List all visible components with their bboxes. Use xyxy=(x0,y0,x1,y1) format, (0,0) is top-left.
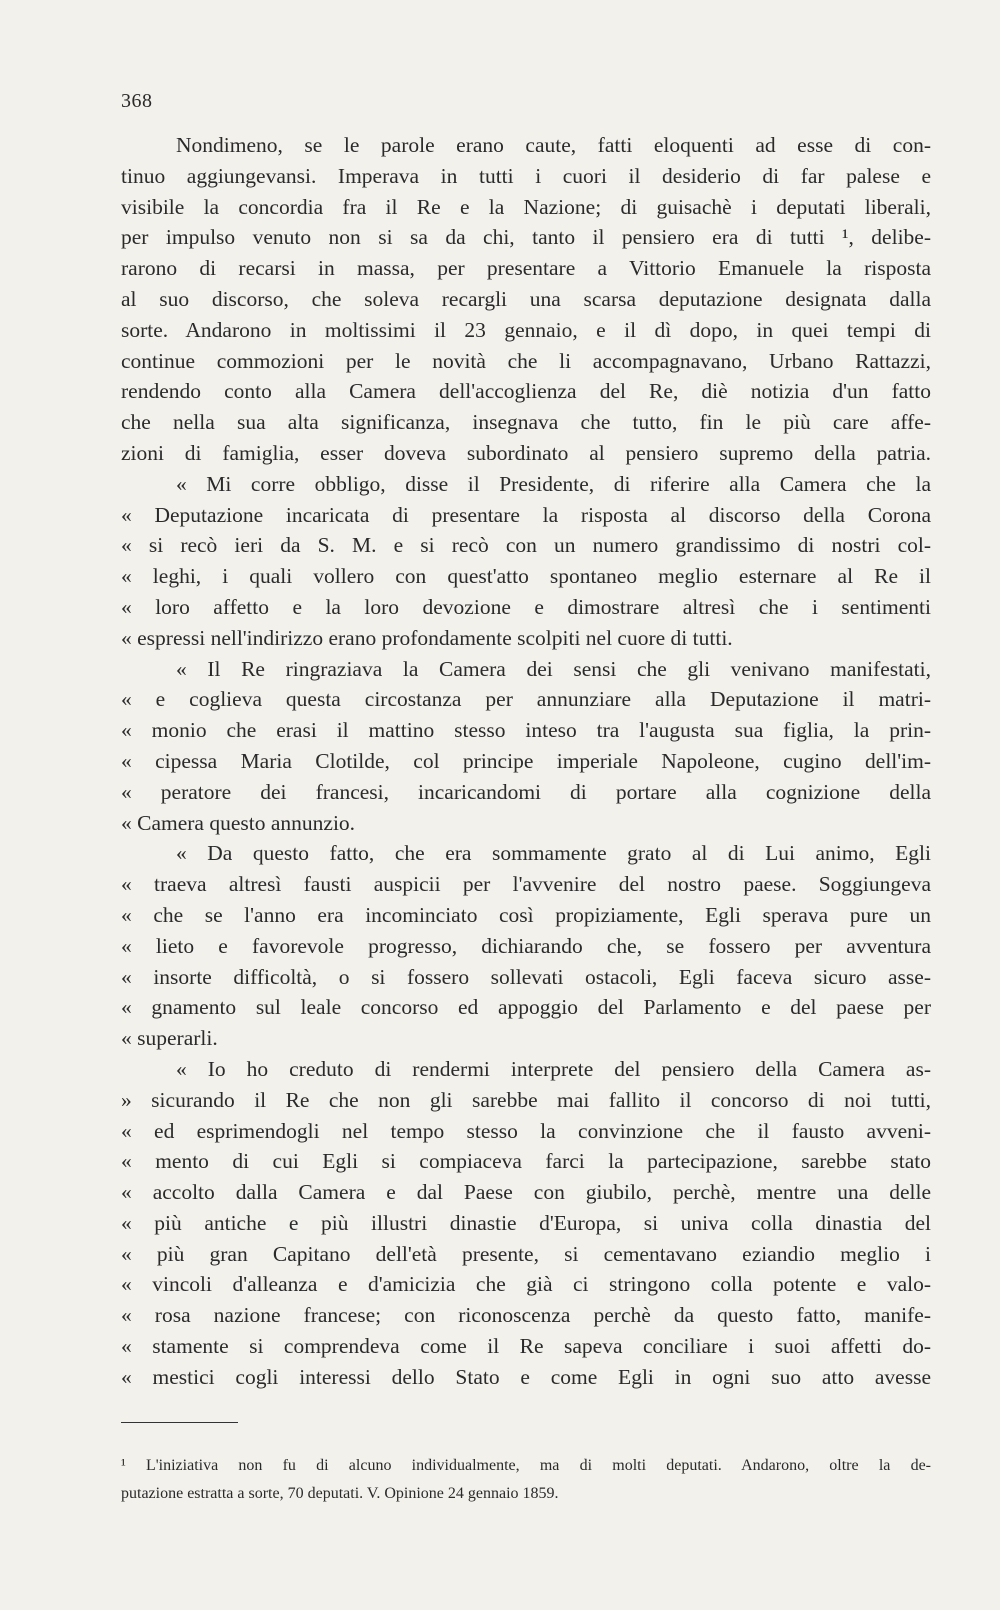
quote-line: « che se l'anno era incominciato così propiziamente, Egli sperava pure un xyxy=(121,902,931,927)
text-line: al suo discorso, che soleva recargli una scarsa deputazione designata dalla xyxy=(121,286,931,311)
footnote-line: putazione estratta a sorte, 70 deputati. V. Opinione 24 gennaio 1859. xyxy=(121,1485,559,1502)
body-text xyxy=(121,130,931,1393)
text-line: per impulso venuto non si sa da chi, tanto il pensiero era di tutti ¹, delibe- xyxy=(121,225,931,250)
quote-line: « stamente si comprendeva come il Re sapeva conciliare i suoi affetti do- xyxy=(121,1334,931,1359)
quote-line: « insorte difficoltà, o si fossero sollevati ostacoli, Egli faceva sicuro asse- xyxy=(121,964,931,989)
quote-line: « Mi corre obbligo, disse il Presidente, di riferire alla Camera che la xyxy=(176,471,931,496)
quote-line: « monio che erasi il mattino stesso inteso tra l'augusta sua figlia, la prin- xyxy=(121,718,931,743)
text-line: tinuo aggiungevansi. Imperava in tutti i cuori il desiderio di far palese e xyxy=(121,163,931,188)
quote-line: « Da questo fatto, che era sommamente grato al di Lui animo, Egli xyxy=(176,841,931,866)
quote-line: « più antiche e più illustri dinastie d'Europa, si univa colla dinastia del xyxy=(121,1210,931,1235)
footnote-divider xyxy=(121,1422,238,1423)
quote-line: « ed esprimendogli nel tempo stesso la convinzione che il fausto avveni- xyxy=(121,1118,931,1143)
text-line: zioni di famiglia, esser doveva subordinato al pensiero supremo della patria. xyxy=(121,440,931,465)
text-line: Nondimeno, se le parole erano caute, fatti eloquenti ad esse di con- xyxy=(176,133,931,157)
footnote xyxy=(121,1452,931,1508)
text-line: visibile la concordia fra il Re e la Nazione; di guisachè i deputati liberali, xyxy=(121,194,931,219)
quote-line: « Camera questo annunzio. xyxy=(121,810,356,835)
text-line: sorte. Andarono in moltissimi il 23 gennaio, e il dì dopo, in quei tempi di xyxy=(121,317,931,342)
quote-line: « espressi nell'indirizzo erano profondamente scolpiti nel cuore di tutti. xyxy=(121,625,733,650)
quote-line: « accolto dalla Camera e dal Paese con giubilo, perchè, mentre una delle xyxy=(121,1180,931,1205)
quote-line: « mento di cui Egli si compiaceva farci la partecipazione, sarebbe stato xyxy=(121,1149,931,1174)
text-line: rarono di recarsi in massa, per presentare a Vittorio Emanuele la risposta xyxy=(121,256,931,281)
footnote-line: ¹ L'iniziativa non fu di alcuno individualmente, ma di molti deputati. Andarono, oltre la de- xyxy=(121,1457,931,1474)
quote-line: « più gran Capitano dell'età presente, si cementavano eziandio meglio i xyxy=(121,1241,931,1266)
quote-line: » sicurando il Re che non gli sarebbe mai fallito il concorso di noi tutti, xyxy=(121,1087,931,1112)
quote-line: « lieto e favorevole progresso, dichiarando che, se fossero per avventura xyxy=(121,933,931,958)
text-line: continue commozioni per le novità che li accompagnavano, Urbano Rattazzi, xyxy=(121,348,931,373)
quote-line: « superarli. xyxy=(121,1026,218,1051)
quote-line: « e coglieva questa circostanza per annunziare alla Deputazione il matri- xyxy=(121,687,931,712)
quote-line: « loro affetto e la loro devozione e dimostrare altresì che i sentimenti xyxy=(121,594,931,619)
quote-line: « Il Re ringraziava la Camera dei sensi che gli venivano manifestati, xyxy=(176,656,931,681)
quote-line: « traeva altresì fausti auspicii per l'avvenire del nostro paese. Soggiungeva xyxy=(121,872,931,897)
quote-line: « vincoli d'alleanza e d'amicizia che già ci stringono colla potente e valo- xyxy=(121,1272,931,1297)
quote-line: « cipessa Maria Clotilde, col principe imperiale Napoleone, cugino dell'im- xyxy=(121,748,931,773)
page-number: 368 xyxy=(121,90,153,112)
quote-line: « leghi, i quali vollero con quest'atto spontaneo meglio esternare al Re il xyxy=(121,564,931,589)
text-line: che nella sua alta significanza, insegnava che tutto, fin le più care affe- xyxy=(121,410,931,435)
quote-line: « si recò ieri da S. M. e si recò con un numero grandissimo di nostri col- xyxy=(121,533,931,558)
quote-line: « Io ho creduto di rendermi interprete del pensiero della Camera as- xyxy=(176,1056,931,1081)
quote-line: « rosa nazione francese; con riconoscenza perchè da questo fatto, manife- xyxy=(121,1303,931,1328)
quote-line: « Deputazione incaricata di presentare la risposta al discorso della Corona xyxy=(121,502,931,527)
quote-line: « gnamento sul leale concorso ed appoggio del Parlamento e del paese per xyxy=(121,995,931,1020)
quote-line: « peratore dei francesi, incaricandomi di portare alla cognizione della xyxy=(121,779,931,804)
text-line: rendendo conto alla Camera dell'accoglienza del Re, diè notizia d'un fatto xyxy=(121,379,931,404)
quote-line: « mestici cogli interessi dello Stato e come Egli in ogni suo atto avesse xyxy=(121,1364,931,1389)
